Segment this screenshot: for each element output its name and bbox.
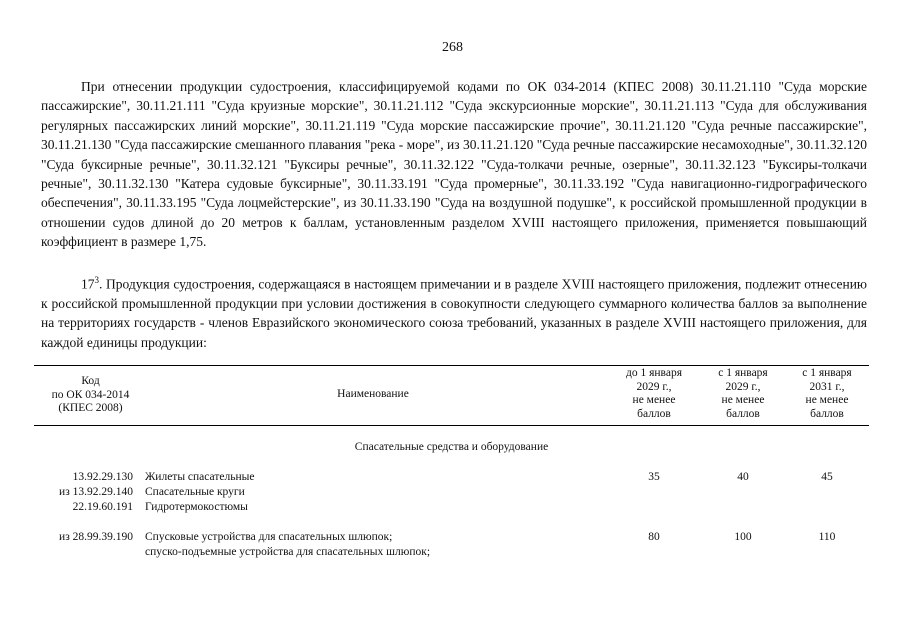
header-line: с 1 января bbox=[802, 367, 852, 379]
row-name: Жилеты спасательные bbox=[145, 471, 255, 483]
row-code: из 13.92.29.140 bbox=[59, 486, 133, 499]
page-number: 268 bbox=[442, 40, 463, 55]
header-code-line: (КПЕС 2008) bbox=[58, 402, 123, 415]
header-from-2031 bbox=[786, 367, 868, 421]
row-name: Спасательные круги bbox=[145, 486, 245, 499]
header-name: Наименование bbox=[337, 388, 409, 400]
row-codes bbox=[34, 470, 133, 516]
header-line: не менее bbox=[632, 394, 676, 407]
paragraph-number: 17 bbox=[81, 276, 95, 292]
header-line: баллов bbox=[726, 407, 760, 420]
row-codes bbox=[34, 530, 133, 545]
row-code: из 28.99.39.190 bbox=[59, 531, 133, 543]
paragraph-superscript: 3 bbox=[94, 275, 99, 285]
header-line: 2029 г., bbox=[725, 380, 761, 393]
header-line: с 1 января bbox=[718, 367, 768, 379]
row-name: Гидротермокостюмы bbox=[145, 501, 248, 514]
header-line: 2029 г., bbox=[636, 380, 672, 393]
table-header-rule bbox=[34, 425, 869, 426]
header-code-line: по ОК 034-2014 bbox=[51, 388, 130, 401]
row-value-from-2029: 100 bbox=[734, 531, 752, 543]
row-value-from-2031: 45 bbox=[821, 471, 833, 483]
paragraph-coefficient-text: При отнесении продукции судостроения, классифицируемой кодами по ОК 034-2014 (КПЕС 2008) 30.11.21.110 "Суда морские пассажирские", 30.11.21.111 "Суда круизные морские", 30.11.21.112 "Суда экскурсионные морские", 30.11.21.113 "Суда для обслуживания регулярных пассажирских линий морские", 30.11.21.119 "Суда морские пассажирские прочие", 30.11.21.120 "Суда речные пассажирские", 30.11.21.130 "Суда пассажирские смешанного плавания "река - море", из 30.11.21.120 "Суда речные пассажирские несамоходные", 30.11.32.120 "Суда буксирные речные", 30.11.32.121 "Буксиры речные", 30.11.32.122 "Суда-толкачи речные, озерные", 30.11.32.123 "Буксиры-толкачи речные", 30.11.32.130 "Катера судовые буксирные", 30.11.33.191 "Суда промерные", 30.11.33.192 "Суда навигационно-гидрографического обеспечения", 30.11.33.195 "Суда лоцмейстерские", из 30.11.33.190 "Суда на воздушной подушке", к российской промышленной продукции в отношении судов длиной до 20 метров к баллам, установленным разделом XVIII настоящего приложения, применяется повышающий коэффициент в размере 1,75. bbox=[41, 79, 867, 250]
header-line: до 1 января bbox=[626, 367, 682, 379]
row-names bbox=[145, 530, 430, 560]
header-line: не менее bbox=[805, 394, 849, 407]
section-title: Спасательные средства и оборудование bbox=[354, 441, 549, 453]
paragraph-coefficient bbox=[41, 77, 867, 252]
paragraph-17-3 bbox=[41, 271, 867, 352]
header-code bbox=[38, 375, 143, 416]
header-line: 2031 г., bbox=[809, 380, 845, 393]
paragraph-17-3-text: . Продукция судостроения, содержащаяся в настоящем примечании и в разделе XVIII настоящего приложения, подлежит отнесению к российской промышленной продукции при условии достижения в совокупности следующего суммарного количества баллов за выполнение на территориях государств - членов Евразийского экономического союза требований, указанных в разделе XVIII настоящего приложения, для каждой единицы продукции: bbox=[41, 276, 867, 350]
header-from-2029 bbox=[700, 367, 786, 421]
row-names bbox=[145, 470, 254, 516]
row-value-before-2029: 35 bbox=[648, 471, 660, 483]
row-name: Спусковые устройства для спасательных шлюпок; bbox=[145, 531, 393, 543]
header-line: баллов bbox=[810, 407, 844, 420]
row-name: спуско-подъемные устройства для спасательных шлюпок; bbox=[145, 546, 431, 559]
header-line: не менее bbox=[721, 394, 765, 407]
row-code: 13.92.29.130 bbox=[72, 471, 133, 483]
header-code-line: Код bbox=[81, 375, 100, 387]
header-before-2029 bbox=[612, 367, 696, 421]
table-top-rule bbox=[34, 365, 869, 366]
row-value-before-2029: 80 bbox=[648, 531, 660, 543]
row-code: 22.19.60.191 bbox=[72, 501, 133, 514]
header-line: баллов bbox=[637, 407, 671, 420]
row-value-from-2029: 40 bbox=[737, 471, 749, 483]
row-value-from-2031: 110 bbox=[818, 531, 836, 543]
